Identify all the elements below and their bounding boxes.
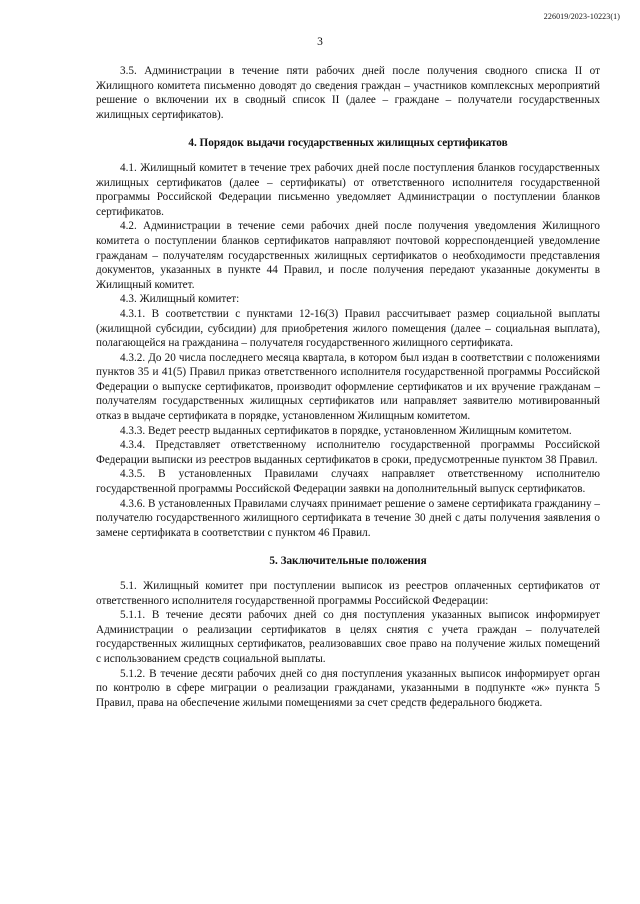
paragraph-4-3: 4.3. Жилищный комитет: xyxy=(120,293,240,306)
section-4-heading: 4. Порядок выдачи государственных жилищных сертификатов xyxy=(188,137,508,150)
paragraph-4-3-1: 4.3.1. В соответствии с пунктами 12-16(3) Правил рассчитывает размер социальной выплаты (жилищной субсидии, субсидии) для приобретения жилого помещения (далее – социальная выплата), полагающейся на гражданина – получателя государственного жилищного сертификата. xyxy=(96,307,600,350)
document-body xyxy=(96,64,600,710)
document-number: 226019/2023-10223(1) xyxy=(543,12,620,21)
paragraph-5-1-2: 5.1.2. В течение десяти рабочих дней со дня поступления указанных выписок информирует орган по контролю в сфере миграции о реализации гражданами, указанными в подпункте «ж» пункта 5 Правил, права на обеспечение жилыми помещениями за счет средств федерального бюджета. xyxy=(96,667,600,709)
page-number: 3 xyxy=(317,36,323,48)
paragraph-4-3-2: 4.3.2. До 20 числа последнего месяца квартала, в котором был издан в соответствии с положениями пунктов 35 и 41(5) Правил приказ ответственного исполнителя государственной программы Российской Федерации о выпуске сертификатов, производит оформление сертификатов и их вручение гражданам – получателям государственных жилищных сертификатов или направляет заявителю мотивированный отказ в выдаче сертификата в порядке, установленном Жилищным комитетом. xyxy=(96,351,600,423)
paragraph-5-1-1: 5.1.1. В течение десяти рабочих дней со дня поступления указанных выписок информирует Администрации о реализации сертификатов в целях снятия с учета граждан – получателей государственных жилищных сертификатов, реализовавших свое право на получение жилых помещений с использованием средств социальной выплаты. xyxy=(96,609,600,665)
paragraph-4-1: 4.1. Жилищный комитет в течение трех рабочих дней после поступления бланков государственных жилищных сертификатов (далее – сертификаты) от ответственного исполнителя государственной программы Российской Федерации письменно уведомляет Администрации о поступлении бланков сертификатов. xyxy=(96,161,600,218)
paragraph-4-3-6: 4.3.6. В установленных Правилами случаях принимает решение о замене сертификата гражданину – получателю государственного жилищного сертификата в течение 30 дней с даты получения заявления о замене сертификата в соответствии с пунктом 46 Правил. xyxy=(96,497,600,539)
paragraph-4-2: 4.2. Администрации в течение семи рабочих дней после получения уведомления Жилищного комитета о поступлении бланков сертификатов направляют почтовой корреспонденцией уведомление гражданам – получателям государственных жилищных сертификатов о необходимости представления документов, указанных в пункте 44 Правил, и после получения передают указанные документы в Жилищный комитет. xyxy=(96,220,600,291)
paragraph-4-3-4: 4.3.4. Представляет ответственному исполнителю государственной программы Российской Федерации выписки из реестров выданных сертификатов в сроки, предусмотренные пунктом 38 Правил. xyxy=(96,439,600,466)
paragraph-3-5: 3.5. Администрации в течение пяти рабочих дней после получения сводного списка II от Жилищного комитета письменно доводят до сведения граждан – участников комплексных мероприятий решение о включении их в сводный список II (далее – граждане – получатели государственных жилищных сертификатов). xyxy=(96,65,600,121)
paragraph-4-3-5: 4.3.5. В установленных Правилами случаях направляет ответственному исполнителю государственной программы Российской Федерации заявки на дополнительный выпуск сертификатов. xyxy=(96,468,600,496)
section-5-heading: 5. Заключительные положения xyxy=(269,555,427,568)
paragraph-5-1: 5.1. Жилищный комитет при поступлении выписок из реестров оплаченных сертификатов от ответственного исполнителя государственной программы Российской Федерации: xyxy=(96,580,600,607)
paragraph-4-3-3: 4.3.3. Ведет реестр выданных сертификатов в порядке, установленном Жилищным комитетом. xyxy=(120,424,572,437)
